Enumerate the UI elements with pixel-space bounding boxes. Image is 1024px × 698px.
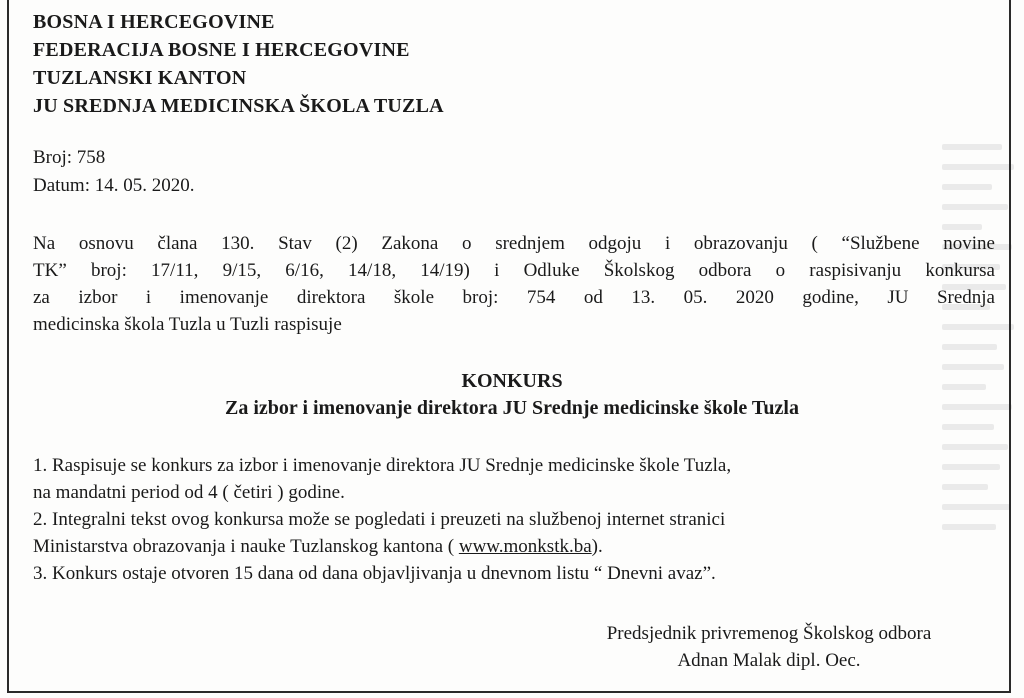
title-subtitle: Za izbor i imenovanje direktora JU Srednje medicinske škole Tuzla [225, 397, 799, 419]
announcement-items [33, 452, 731, 587]
item-3-line-1: 3. Konkurs ostaje otvoren 15 dana od dana objavljivanja u dnevnom listu “ Dnevni avaz”. [33, 563, 716, 584]
item-1-line-1: 1. Raspisuje se konkurs za izbor i imenovanje direktora JU Srednje medicinske škole Tuzla, [33, 455, 732, 476]
intro-line: medicinska škola Tuzla u Tuzli raspisuje [33, 314, 342, 335]
document-date: Datum: 14. 05. 2020. [33, 175, 195, 196]
intro-line: TK” broj: 17/11, 9/15, 6/16, 14/18, 14/19) i Odluke Školskog odbora o raspisivanju konkursa [33, 260, 995, 281]
signature-name: Adnan Malak dipl. Oec. [677, 650, 861, 671]
document-number: Broj: 758 [33, 147, 106, 168]
header-canton: TUZLANSKI KANTON [33, 67, 247, 89]
intro-paragraph [33, 230, 995, 338]
announcement-title [0, 368, 1024, 422]
intro-line: Na osnovu člana 130. Stav (2) Zakona o srednjem odgoju i obrazovanju ( “Službene novine [33, 233, 995, 254]
title-main: KONKURS [461, 370, 563, 392]
document-meta [33, 144, 195, 200]
item-2-line-1: 2. Integralni tekst ovog konkursa može se pogledati i preuzeti na službenoj internet stranici [33, 509, 726, 530]
institution-header [33, 8, 444, 120]
signature-block [549, 620, 989, 674]
header-country: BOSNA I HERCEGOVINE [33, 11, 275, 33]
signature-role: Predsjednik privremenog Školskog odbora [606, 623, 932, 644]
item-1-line-2: na mandatni period od 4 ( četiri ) godine. [33, 482, 345, 503]
item-2-line-2 [33, 533, 731, 560]
header-school: JU SREDNJA MEDICINSKA ŠKOLA TUZLA [33, 95, 444, 117]
item-2-suffix: ). [591, 536, 603, 557]
intro-line: za izbor i imenovanje direktora škole broj: 754 od 13. 05. 2020 godine, JU Srednja [33, 287, 995, 308]
ministry-website-link[interactable]: www.monkstk.ba [458, 536, 592, 557]
header-federation: FEDERACIJA BOSNE I HERCEGOVINE [33, 39, 410, 61]
item-2-prefix: Ministarstva obrazovanja i nauke Tuzlanskog kantona ( [33, 536, 459, 557]
